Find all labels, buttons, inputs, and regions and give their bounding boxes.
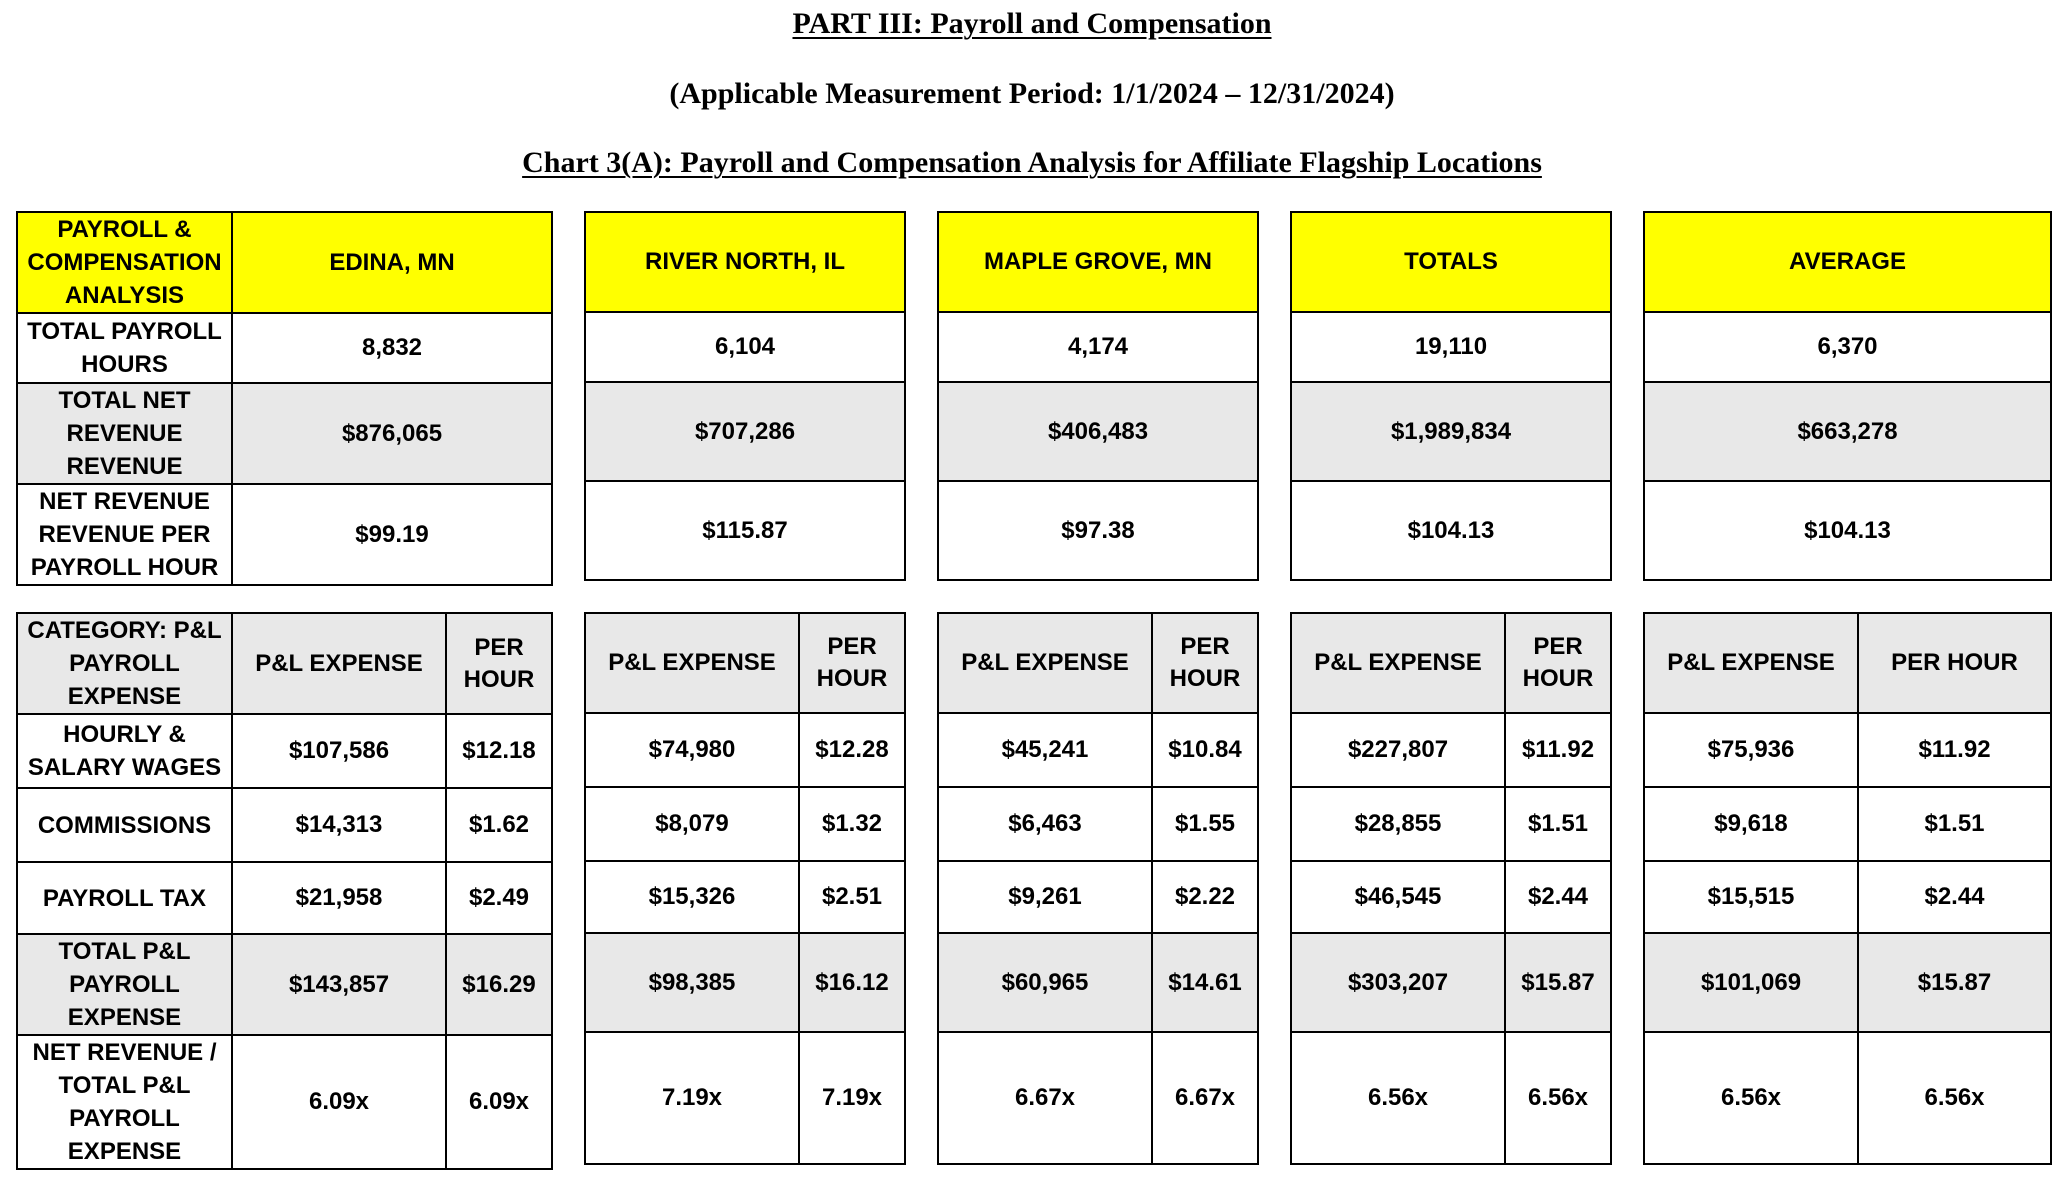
value-cell: $60,965 [938, 933, 1152, 1032]
value-cell: 6.56x [1291, 1032, 1505, 1164]
value-cell: 8,832 [232, 313, 552, 383]
location-header: EDINA, MN [232, 212, 552, 313]
category-label: CATEGORY: P&L PAYROLL EXPENSE [17, 613, 232, 714]
value-cell: $9,618 [1644, 787, 1858, 861]
value-cell: $663,278 [1644, 382, 2051, 481]
value-cell: $2.44 [1505, 861, 1611, 933]
row-label: TOTAL P&L PAYROLL EXPENSE [17, 934, 232, 1035]
value-cell: $74,980 [585, 713, 799, 787]
value-cell: $303,207 [1291, 933, 1505, 1032]
value-cell: 6.56x [1858, 1032, 2051, 1164]
value-cell: 6.09x [446, 1035, 552, 1169]
bottom-block-maple-grove [937, 612, 1259, 1165]
value-cell: $104.13 [1291, 481, 1611, 580]
value-cell: $15.87 [1505, 933, 1611, 1032]
value-cell: $46,545 [1291, 861, 1505, 933]
value-cell: $45,241 [938, 713, 1152, 787]
value-cell: $2.49 [446, 862, 552, 934]
value-cell: 6.09x [232, 1035, 446, 1169]
value-cell: $406,483 [938, 382, 1258, 481]
value-cell: $2.22 [1152, 861, 1258, 933]
bottom-block-average [1643, 612, 2052, 1165]
value-cell: $1.55 [1152, 787, 1258, 861]
value-cell: $99.19 [232, 484, 552, 585]
value-cell: $8,079 [585, 787, 799, 861]
top-block-maple-grove [937, 211, 1259, 581]
per-hour-header: PER HOUR [799, 613, 905, 713]
value-cell: $97.38 [938, 481, 1258, 580]
part-title: PART III: Payroll and Compensation [792, 7, 1272, 40]
row-label: NET REVENUE REVENUE PER PAYROLL HOUR [17, 484, 232, 585]
per-hour-header: PER HOUR [1505, 613, 1611, 713]
value-cell: 6,104 [585, 312, 905, 382]
value-cell: 6.67x [938, 1032, 1152, 1164]
value-cell: 6.56x [1644, 1032, 1858, 1164]
value-cell: $11.92 [1505, 713, 1611, 787]
bottom-block-totals [1290, 612, 1612, 1165]
location-header: RIVER NORTH, IL [585, 212, 905, 312]
location-header: AVERAGE [1644, 212, 2051, 312]
top-block-totals [1290, 211, 1612, 581]
value-cell: $15,326 [585, 861, 799, 933]
value-cell: $14,313 [232, 788, 446, 862]
top-block-average [1643, 211, 2052, 581]
expense-header: P&L EXPENSE [585, 613, 799, 713]
row-label: PAYROLL TAX [17, 862, 232, 934]
value-cell: $1.51 [1505, 787, 1611, 861]
top-block-river-north [584, 211, 906, 581]
row-label: NET REVENUE / TOTAL P&L PAYROLL EXPENSE [17, 1035, 232, 1169]
value-cell: $2.51 [799, 861, 905, 933]
row-label: COMMISSIONS [17, 788, 232, 862]
value-cell: $15,515 [1644, 861, 1858, 933]
value-cell: $227,807 [1291, 713, 1505, 787]
value-cell: 7.19x [585, 1032, 799, 1164]
value-cell: $107,586 [232, 714, 446, 788]
expense-header: P&L EXPENSE [1644, 613, 1858, 713]
row-label: TOTAL PAYROLL HOURS [17, 313, 232, 383]
value-cell: $98,385 [585, 933, 799, 1032]
value-cell: 4,174 [938, 312, 1258, 382]
value-cell: $9,261 [938, 861, 1152, 933]
value-cell: $6,463 [938, 787, 1152, 861]
value-cell: $15.87 [1858, 933, 2051, 1032]
value-cell: $16.12 [799, 933, 905, 1032]
per-hour-header: PER HOUR [1858, 613, 2051, 713]
value-cell: $21,958 [232, 862, 446, 934]
value-cell: 6,370 [1644, 312, 2051, 382]
value-cell: $104.13 [1644, 481, 2051, 580]
value-cell: $2.44 [1858, 861, 2051, 933]
value-cell: $28,855 [1291, 787, 1505, 861]
top-label-block [16, 211, 553, 586]
location-header: TOTALS [1291, 212, 1611, 312]
expense-header: P&L EXPENSE [232, 613, 446, 714]
value-cell: $876,065 [232, 383, 552, 484]
chart-title: Chart 3(A): Payroll and Compensation Analysis for Affiliate Flagship Locations [522, 146, 1542, 179]
value-cell: $11.92 [1858, 713, 2051, 787]
value-cell: $1,989,834 [1291, 382, 1611, 481]
value-cell: $707,286 [585, 382, 905, 481]
header-label-cell: PAYROLL & COMPENSATION ANALYSIS [17, 212, 232, 313]
expense-header: P&L EXPENSE [1291, 613, 1505, 713]
location-header: MAPLE GROVE, MN [938, 212, 1258, 312]
value-cell: $115.87 [585, 481, 905, 580]
row-label: HOURLY & SALARY WAGES [17, 714, 232, 788]
value-cell: $1.32 [799, 787, 905, 861]
value-cell: 7.19x [799, 1032, 905, 1164]
expense-header: P&L EXPENSE [938, 613, 1152, 713]
value-cell: $143,857 [232, 934, 446, 1035]
per-hour-header: PER HOUR [1152, 613, 1258, 713]
value-cell: $1.51 [1858, 787, 2051, 861]
per-hour-header: PER HOUR [446, 613, 552, 714]
value-cell: $101,069 [1644, 933, 1858, 1032]
value-cell: 19,110 [1291, 312, 1611, 382]
value-cell: $16.29 [446, 934, 552, 1035]
bottom-block-river-north [584, 612, 906, 1165]
value-cell: $75,936 [1644, 713, 1858, 787]
value-cell: $12.28 [799, 713, 905, 787]
value-cell: $14.61 [1152, 933, 1258, 1032]
measurement-period: (Applicable Measurement Period: 1/1/2024 – 12/31/2024) [669, 77, 1395, 110]
value-cell: $12.18 [446, 714, 552, 788]
value-cell: $10.84 [1152, 713, 1258, 787]
bottom-label-block [16, 612, 553, 1170]
value-cell: 6.56x [1505, 1032, 1611, 1164]
row-label: TOTAL NET REVENUE REVENUE [17, 383, 232, 484]
value-cell: 6.67x [1152, 1032, 1258, 1164]
value-cell: $1.62 [446, 788, 552, 862]
